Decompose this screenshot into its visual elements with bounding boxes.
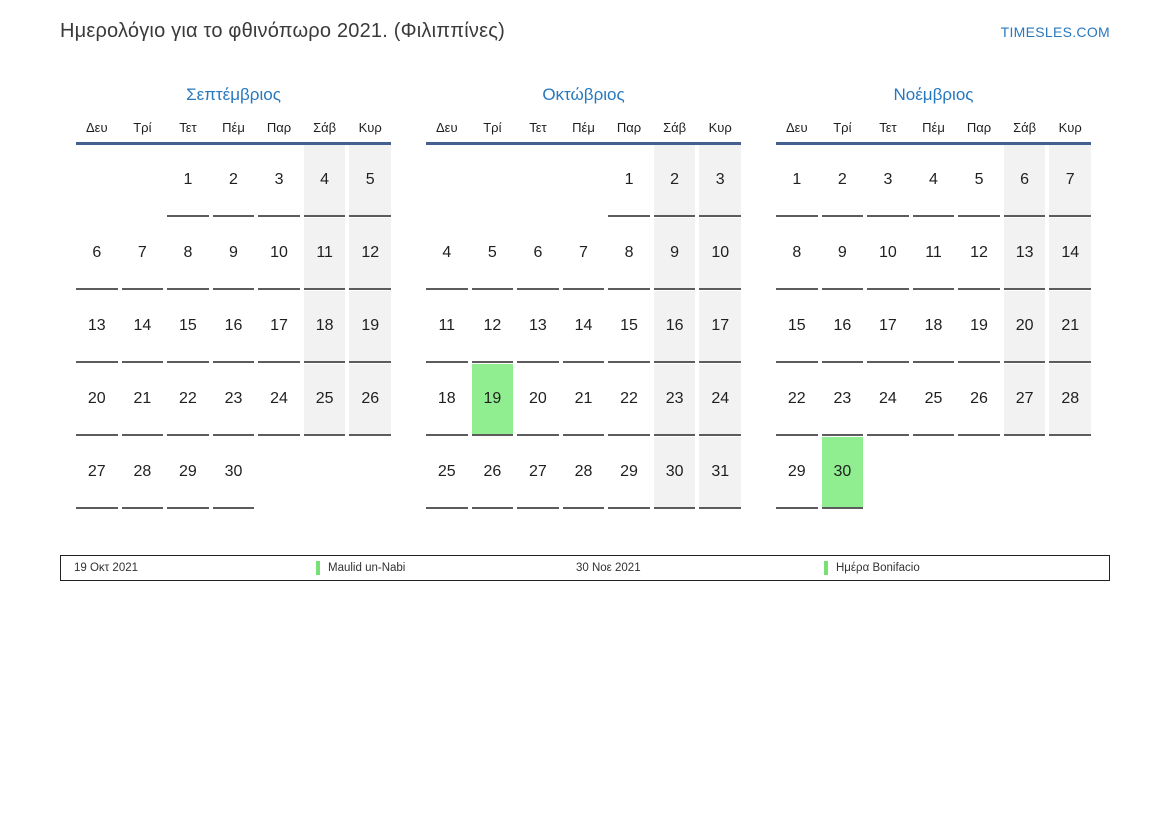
month-october: [426, 84, 741, 509]
day-cell: 31: [699, 437, 741, 509]
weekday-header: [776, 118, 1091, 136]
day-cell: 2: [213, 145, 255, 217]
weekday-label: Δευ: [435, 119, 458, 135]
day-cell: 29: [776, 437, 818, 509]
weekday-label: Παρ: [966, 119, 992, 135]
holiday-marker-icon: [824, 561, 828, 575]
day-cell: 20: [76, 364, 118, 436]
day-cell: 30: [654, 437, 696, 509]
day-cell: 17: [867, 291, 909, 363]
weekday-label: Τετ: [179, 119, 197, 135]
weekday-label: Πέμ: [572, 119, 595, 135]
legend-event-label: Ημέρα Bonifacio: [836, 562, 920, 574]
day-cell: 2: [654, 145, 696, 217]
day-cell: 8: [608, 218, 650, 290]
empty-cell: [122, 145, 164, 217]
day-cell: 5: [472, 218, 514, 290]
day-cell: 25: [304, 364, 346, 436]
day-cell: 7: [563, 218, 605, 290]
day-cell: 8: [167, 218, 209, 290]
legend-date: 30 Νοε 2021: [576, 562, 641, 574]
weekday-label: Κυρ: [358, 119, 382, 135]
day-cell: 11: [304, 218, 346, 290]
day-cell: 27: [76, 437, 118, 509]
day-cell: 28: [563, 437, 605, 509]
weekday-label: Τετ: [879, 119, 897, 135]
day-cell: 25: [426, 437, 468, 509]
weekday-label: Τρί: [483, 119, 502, 135]
weekday-label: Τρί: [133, 119, 152, 135]
day-cell: 12: [472, 291, 514, 363]
day-cell: 18: [426, 364, 468, 436]
day-cell: 28: [122, 437, 164, 509]
month-grid: [76, 145, 391, 509]
day-cell: 14: [1049, 218, 1091, 290]
day-cell: 21: [122, 364, 164, 436]
holiday-day-cell: 30: [822, 437, 864, 509]
day-cell: 1: [167, 145, 209, 217]
month-grid: [776, 145, 1091, 509]
day-cell: 4: [426, 218, 468, 290]
day-cell: 26: [472, 437, 514, 509]
day-cell: 8: [776, 218, 818, 290]
empty-cell: [517, 145, 559, 217]
day-cell: 26: [958, 364, 1000, 436]
day-cell: 22: [167, 364, 209, 436]
empty-cell: [472, 145, 514, 217]
day-cell: 4: [304, 145, 346, 217]
holiday-marker-icon: [316, 561, 320, 575]
day-cell: 3: [867, 145, 909, 217]
page-header: [0, 0, 1169, 45]
weekday-label: Πέμ: [922, 119, 945, 135]
weekday-header: [426, 118, 741, 136]
day-cell: 10: [258, 218, 300, 290]
day-cell: 3: [699, 145, 741, 217]
day-cell: 13: [76, 291, 118, 363]
day-cell: 15: [167, 291, 209, 363]
day-cell: 24: [867, 364, 909, 436]
day-cell: 12: [349, 218, 391, 290]
weekday-label: Τετ: [529, 119, 547, 135]
day-cell: 21: [563, 364, 605, 436]
legend-date: 19 Οκτ 2021: [74, 562, 139, 574]
empty-cell: [426, 145, 468, 217]
day-cell: 21: [1049, 291, 1091, 363]
day-cell: 7: [1049, 145, 1091, 217]
day-cell: 6: [76, 218, 118, 290]
weekday-header: [76, 118, 391, 136]
day-cell: 29: [608, 437, 650, 509]
day-cell: 18: [304, 291, 346, 363]
day-cell: 13: [517, 291, 559, 363]
month-title: Σεπτέμβριος: [186, 85, 281, 104]
weekday-label: Σάβ: [313, 119, 337, 135]
day-cell: 29: [167, 437, 209, 509]
day-cell: 3: [258, 145, 300, 217]
month-november: [776, 84, 1091, 509]
day-cell: 24: [258, 364, 300, 436]
brand-link[interactable]: TIMESLES.COM: [1000, 24, 1110, 40]
day-cell: 9: [654, 218, 696, 290]
day-cell: 6: [1004, 145, 1046, 217]
legend-event-label: Maulid un-Nabi: [328, 562, 406, 574]
day-cell: 2: [822, 145, 864, 217]
day-cell: 24: [699, 364, 741, 436]
day-cell: 28: [1049, 364, 1091, 436]
day-cell: 15: [608, 291, 650, 363]
day-cell: 27: [517, 437, 559, 509]
day-cell: 9: [822, 218, 864, 290]
day-cell: 27: [1004, 364, 1046, 436]
weekday-label: Δευ: [85, 119, 108, 135]
weekday-label: Πέμ: [222, 119, 245, 135]
month-grid: [426, 145, 741, 509]
day-cell: 17: [699, 291, 741, 363]
day-cell: 5: [958, 145, 1000, 217]
day-cell: 23: [654, 364, 696, 436]
weekday-label: Σάβ: [663, 119, 687, 135]
day-cell: 16: [654, 291, 696, 363]
day-cell: 14: [122, 291, 164, 363]
empty-cell: [76, 145, 118, 217]
weekday-label: Σάβ: [1013, 119, 1037, 135]
day-cell: 10: [699, 218, 741, 290]
day-cell: 26: [349, 364, 391, 436]
day-cell: 22: [776, 364, 818, 436]
day-cell: 14: [563, 291, 605, 363]
day-cell: 23: [213, 364, 255, 436]
legend-event: [824, 561, 1109, 575]
holidays-legend: [60, 555, 1110, 581]
day-cell: 19: [349, 291, 391, 363]
day-cell: 7: [122, 218, 164, 290]
day-cell: 9: [213, 218, 255, 290]
day-cell: 23: [822, 364, 864, 436]
day-cell: 25: [913, 364, 955, 436]
day-cell: 5: [349, 145, 391, 217]
weekday-label: Κυρ: [708, 119, 732, 135]
weekday-label: Κυρ: [1058, 119, 1082, 135]
day-cell: 20: [1004, 291, 1046, 363]
day-cell: 17: [258, 291, 300, 363]
day-cell: 10: [867, 218, 909, 290]
weekday-label: Παρ: [616, 119, 642, 135]
day-cell: 1: [608, 145, 650, 217]
day-cell: 11: [913, 218, 955, 290]
day-cell: 6: [517, 218, 559, 290]
empty-cell: [563, 145, 605, 217]
weekday-label: Δευ: [785, 119, 808, 135]
holiday-day-cell: 19: [472, 364, 514, 436]
weekday-label: Παρ: [266, 119, 292, 135]
legend-event: [316, 561, 576, 575]
day-cell: 13: [1004, 218, 1046, 290]
calendars-row: [76, 84, 1169, 509]
day-cell: 16: [822, 291, 864, 363]
day-cell: 16: [213, 291, 255, 363]
day-cell: 22: [608, 364, 650, 436]
day-cell: 4: [913, 145, 955, 217]
day-cell: 19: [958, 291, 1000, 363]
day-cell: 30: [213, 437, 255, 509]
day-cell: 11: [426, 291, 468, 363]
day-cell: 12: [958, 218, 1000, 290]
day-cell: 18: [913, 291, 955, 363]
day-cell: 15: [776, 291, 818, 363]
weekday-label: Τρί: [833, 119, 852, 135]
month-september: [76, 84, 391, 509]
page-title: Ημερολόγιο για το φθινόπωρο 2021. (Φιλιππίνες): [60, 20, 505, 42]
month-title: Νοέμβριος: [893, 85, 974, 104]
day-cell: 1: [776, 145, 818, 217]
month-title: Οκτώβριος: [542, 85, 625, 104]
day-cell: 20: [517, 364, 559, 436]
